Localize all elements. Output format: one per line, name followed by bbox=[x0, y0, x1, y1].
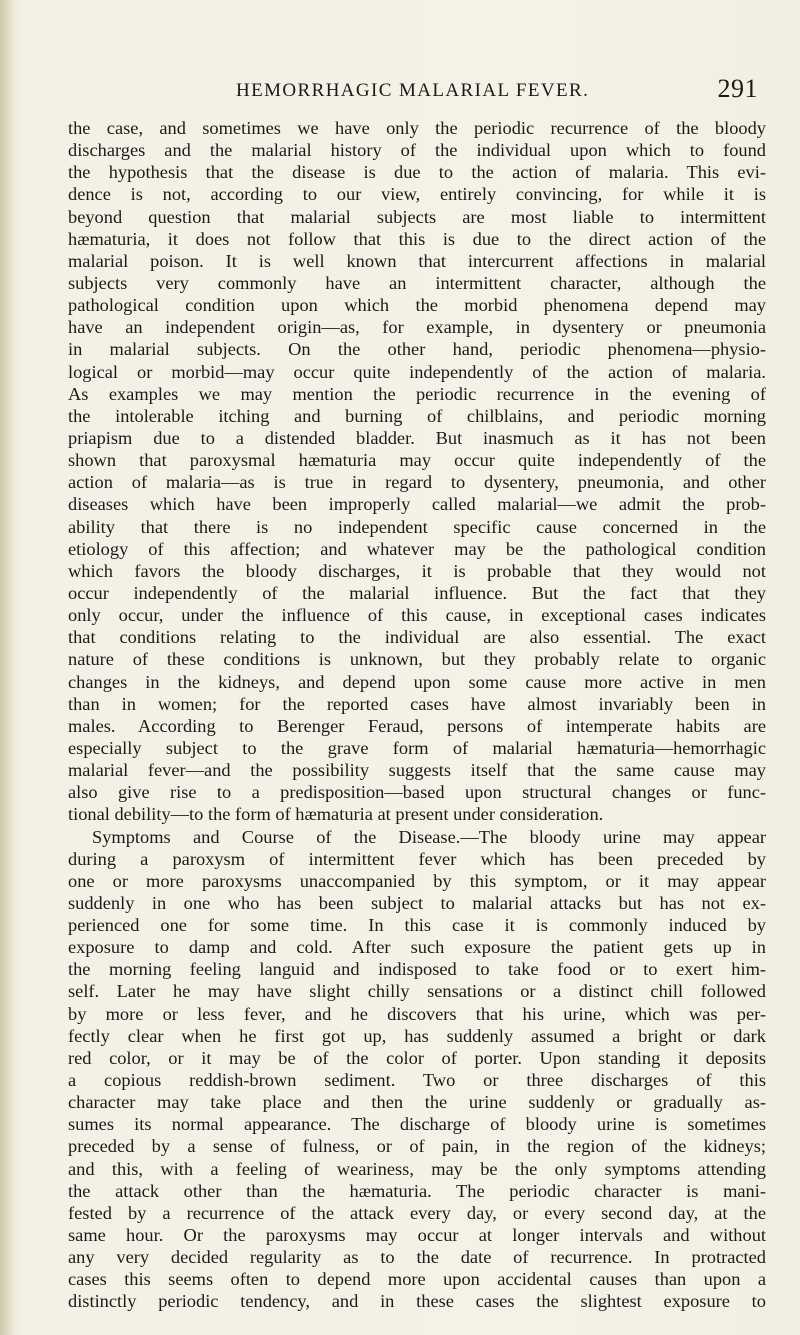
text-line: etiology of this affection; and whatever may be the pathological condition bbox=[68, 538, 766, 559]
text-line: preceded by a sense of fulness, or of pain, in the region of the kidneys; bbox=[68, 1136, 766, 1157]
text-line: self. Later he may have slight chilly sensations or a distinct chill followed bbox=[68, 981, 766, 1002]
text-line: males. According to Berenger Feraud, persons of intemperate habits are bbox=[68, 715, 766, 736]
text-line: ability that there is no independent specific cause concerned in the bbox=[68, 516, 766, 537]
text-line: tional debility—to the form of hæmaturia at present under consideration. bbox=[68, 804, 604, 825]
text-line: the morning feeling languid and indisposed to take food or to exert him- bbox=[68, 959, 766, 980]
text-line: also give rise to a predisposition—based upon structural changes or func- bbox=[68, 782, 766, 803]
text-line: the hypothesis that the disease is due to the action of malaria. This evi- bbox=[68, 162, 766, 183]
text-line: perienced one for some time. In this case it is commonly induced by bbox=[68, 915, 766, 936]
text-line: action of malaria—as is true in regard to dysentery, pneumonia, and other bbox=[68, 472, 766, 493]
body-text bbox=[68, 117, 766, 1313]
text-line: any very decided regularity as to the date of recurrence. In protracted bbox=[68, 1247, 766, 1268]
text-line: a copious reddish-brown sediment. Two or three discharges of this bbox=[68, 1070, 766, 1091]
text-line: priapism due to a distended bladder. But inasmuch as it has not been bbox=[68, 427, 766, 448]
text-line: nature of these conditions is unknown, but they probably relate to organic bbox=[68, 649, 766, 670]
text-line: malarial fever—and the possibility suggests itself that the same cause may bbox=[68, 760, 766, 781]
text-line: occur independently of the malarial influence. But the fact that they bbox=[68, 582, 766, 603]
text-line: logical or morbid—may occur quite independently of the action of malaria. bbox=[68, 361, 766, 382]
text-line: red color, or it may be of the color of porter. Upon standing it deposits bbox=[68, 1047, 766, 1068]
running-title: HEMORRHAGIC MALARIAL FEVER. bbox=[236, 80, 590, 101]
text-line: beyond question that malarial subjects are most liable to intermittent bbox=[68, 206, 766, 227]
text-line: distinctly periodic tendency, and in these cases the slightest exposure to bbox=[68, 1291, 766, 1312]
text-line: which favors the bloody discharges, it is probable that they would not bbox=[68, 560, 766, 581]
section-heading-line: Symptoms and Course of the Disease.—The bloody urine may appear bbox=[92, 826, 766, 847]
text-line: same hour. Or the paroxysms may occur at longer intervals and without bbox=[68, 1225, 766, 1246]
text-line: discharges and the malarial history of the individual upon which to found bbox=[68, 140, 766, 161]
text-line: shown that paroxysmal hæmaturia may occur quite independently of the bbox=[68, 450, 766, 471]
text-line: fectly clear when he first got up, has suddenly assumed a bright or dark bbox=[68, 1025, 766, 1046]
text-line: especially subject to the grave form of malarial hæmaturia—hemorrhagic bbox=[68, 737, 766, 758]
text-line: one or more paroxysms unaccompanied by this symptom, or it may appear bbox=[68, 870, 766, 891]
text-line: the case, and sometimes we have only the periodic recurrence of the bloody bbox=[68, 118, 766, 138]
text-line: sumes its normal appearance. The discharge of bloody urine is sometimes bbox=[68, 1114, 766, 1135]
text-line: in malarial subjects. On the other hand, periodic phenomena—physio- bbox=[68, 339, 766, 360]
text-line: only occur, under the influence of this cause, in exceptional cases indicates bbox=[68, 605, 766, 626]
text-line: character may take place and then the urine suddenly or gradually as- bbox=[68, 1092, 766, 1113]
text-line: dence is not, according to our view, entirely convincing, for while it is bbox=[68, 184, 766, 205]
text-line: during a paroxysm of intermittent fever which has been preceded by bbox=[68, 848, 766, 869]
binding-gutter bbox=[0, 0, 16, 1335]
text-line: diseases which have been improperly called malarial—we admit the prob- bbox=[68, 494, 766, 515]
text-line: exposure to damp and cold. After such exposure the patient gets up in bbox=[68, 937, 766, 958]
text-line: As examples we may mention the periodic recurrence in the evening of bbox=[68, 383, 766, 404]
text-line: fested by a recurrence of the attack every day, or every second day, at the bbox=[68, 1202, 766, 1223]
text-line: and this, with a feeling of weariness, may be the only symptoms attending bbox=[68, 1158, 766, 1179]
page-header bbox=[90, 72, 758, 108]
text-line: that conditions relating to the individual are also essential. The exact bbox=[68, 627, 766, 648]
text-line: the attack other than the hæmaturia. The periodic character is mani- bbox=[68, 1180, 766, 1201]
text-line: changes in the kidneys, and depend upon some cause more active in men bbox=[68, 671, 766, 692]
text-line: suddenly in one who has been subject to malarial attacks but has not ex- bbox=[68, 892, 766, 913]
text-line: by more or less fever, and he discovers that his urine, which was per- bbox=[68, 1003, 766, 1024]
text-line: hæmaturia, it does not follow that this is due to the direct action of the bbox=[68, 228, 766, 249]
page-number: 291 bbox=[717, 74, 758, 103]
text-line: cases this seems often to depend more upon accidental causes than upon a bbox=[68, 1269, 766, 1290]
text-line: subjects very commonly have an intermittent character, although the bbox=[68, 272, 766, 293]
text-line: the intolerable itching and burning of chilblains, and periodic morning bbox=[68, 405, 766, 426]
text-line: pathological condition upon which the morbid phenomena depend may bbox=[68, 295, 766, 316]
text-line: than in women; for the reported cases have almost invariably been in bbox=[68, 693, 766, 714]
text-line: have an independent origin—as, for example, in dysentery or pneumonia bbox=[68, 317, 766, 338]
text-line: malarial poison. It is well known that intercurrent affections in malarial bbox=[68, 250, 766, 271]
